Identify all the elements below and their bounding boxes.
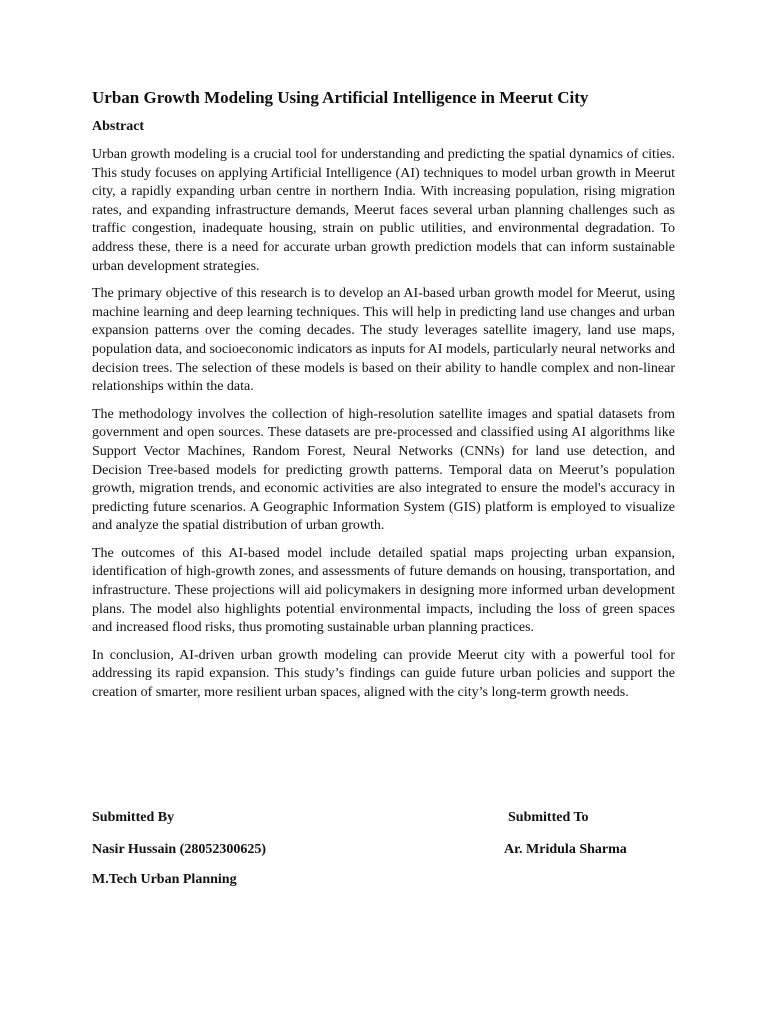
abstract-body [92, 146, 675, 712]
abstract-paragraph-2: The primary objective of this research is to develop an AI-based urban growth model for Meerut, using machine learning and deep learning techniques. This will help in predicting land use changes and urban expansion patterns over the coming decades. The study leverages satellite imagery, land use maps, population data, and socioeconomic indicators as inputs for AI models, particularly neural networks and decision trees. The selection of these models is based on their ability to handle complex and non-linear relationships within the data. [92, 286, 675, 395]
recipient-name: Ar. Mridula Sharma [504, 842, 627, 857]
abstract-paragraph-1: Urban growth modeling is a crucial tool for understanding and predicting the spatial dynamics of cities. This study focuses on applying Artificial Intelligence (AI) techniques to model urban growth in Meerut city, a rapidly expanding urban centre in northern India. With increasing population, rising migration rates, and expanding infrastructure demands, Meerut faces several urban planning challenges such as traffic congestion, inadequate housing, strain on public utilities, and environmental degradation. To address these, there is a need for accurate urban growth prediction models that can inform sustainable urban development strategies. [92, 147, 675, 274]
abstract-paragraph-5: In conclusion, AI-driven urban growth modeling can provide Meerut city with a powerful tool for addressing its rapid expansion. This study’s findings can guide future urban policies and support the creation of smarter, more resilient urban spaces, aligned with the city’s long-term growth needs. [92, 647, 675, 701]
submitted-by-label: Submitted By [92, 810, 175, 825]
document-title: Urban Growth Modeling Using Artificial Intelligence in Meerut City [92, 88, 589, 107]
submitted-to-label: Submitted To [508, 810, 589, 825]
abstract-paragraph-4: The outcomes of this AI-based model include detailed spatial maps projecting urban expansion, identification of high-growth zones, and assessments of future demands on housing, transportation, and infrastructure. These projections will aid policymakers in designing more informed urban development plans. The model also highlights potential environmental impacts, including the loss of green spaces and increased flood risks, thus promoting sustainable urban planning practices. [92, 545, 675, 636]
submitter-program: M.Tech Urban Planning [92, 872, 237, 887]
abstract-paragraph-3: The methodology involves the collection of high-resolution satellite images and spatial datasets from government and open sources. These datasets are pre-processed and classified using AI algorithms like Support Vector Machines, Random Forest, Neural Networks (CNNs) for land use detection, and Decision Tree-based models for predicting growth patterns. Temporal data on Meerut’s population growth, migration trends, and economic activities are also integrated to ensure the model's accuracy in predicting future scenarios. A Geographic Information System (GIS) platform is employed to visualize and analyze the spatial distribution of urban growth. [92, 406, 675, 534]
submitter-name: Nasir Hussain (28052300625) [92, 842, 266, 857]
abstract-heading: Abstract [92, 119, 145, 134]
